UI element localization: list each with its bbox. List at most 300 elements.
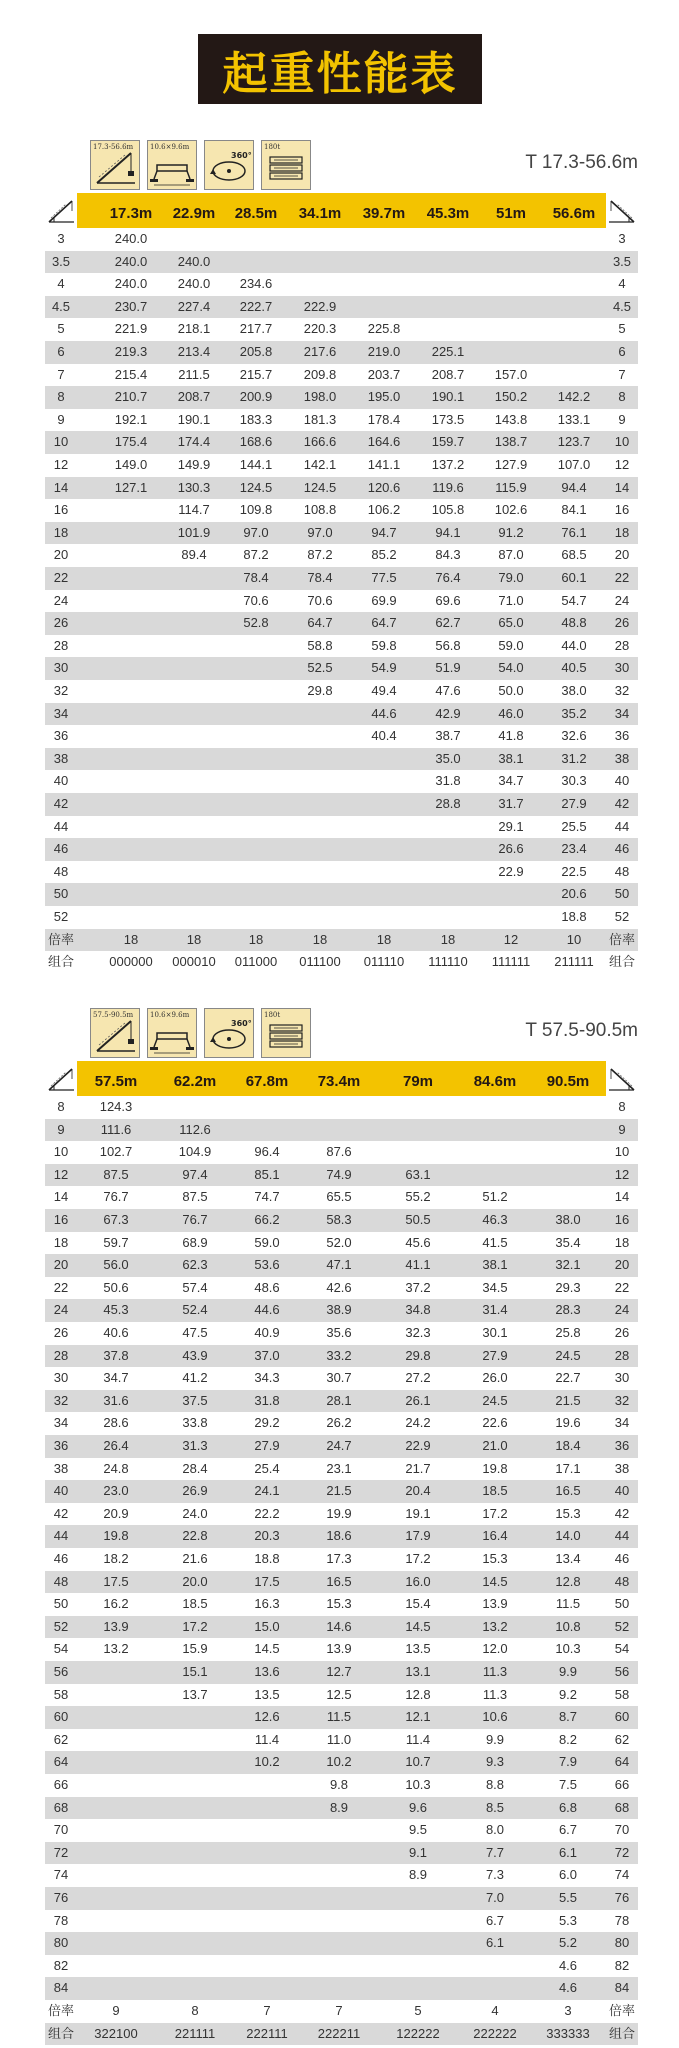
capacity-cell — [288, 770, 352, 793]
capacity-cell: 91.2 — [498, 524, 524, 540]
capacity-cell: 23.1 — [326, 1460, 352, 1476]
radius-label-left: 84 — [53, 1980, 69, 1996]
capacity-cell: 219.3 — [114, 344, 148, 359]
table-row — [45, 680, 638, 703]
capacity-cell — [352, 906, 416, 929]
capacity-cell: 31.4 — [482, 1302, 508, 1318]
radius-label-left: 8 — [57, 389, 65, 405]
capacity-cell — [416, 906, 480, 929]
capacity-cell — [84, 1684, 148, 1707]
capacity-cell — [416, 838, 480, 861]
capacity-cell: 27.9 — [254, 1438, 280, 1453]
capacity-cell — [307, 1932, 371, 1955]
radius-label-left: 42 — [53, 796, 69, 811]
capacity-cell: 115.9 — [495, 479, 527, 495]
radius-label-left: 48 — [53, 1573, 69, 1589]
capacity-cell — [224, 793, 288, 816]
table-row — [45, 522, 638, 545]
capacity-cell — [99, 748, 163, 771]
capacity-cell: 35.4 — [555, 1234, 581, 1250]
capacity-cell: 15.3 — [326, 1596, 352, 1612]
capacity-cell — [84, 1842, 148, 1865]
page-title-box — [198, 34, 482, 104]
capacity-cell: 222211 — [317, 2025, 361, 2041]
capacity-cell: 141.1 — [367, 457, 401, 472]
boom-radius-icon-shape — [611, 201, 634, 222]
capacity-cell: 65.0 — [498, 615, 524, 631]
capacity-cell: 210.7 — [114, 389, 148, 405]
radius-label-right: 倍率 — [608, 931, 635, 947]
capacity-cell: 14.6 — [326, 1618, 352, 1634]
column-header-boom-length: 62.2m — [173, 1073, 217, 1090]
radius-label-left: 38 — [53, 750, 69, 766]
capacity-cell — [84, 1887, 148, 1910]
radius-label-left: 38 — [53, 1460, 69, 1476]
table-header-row — [45, 1061, 638, 1096]
radius-label-left: 3 — [57, 231, 65, 246]
capacity-cell — [99, 635, 163, 658]
capacity-cell — [416, 296, 480, 319]
capacity-cell — [84, 1751, 148, 1774]
capacity-cell: 87.6 — [326, 1144, 352, 1160]
capacity-cell — [386, 1141, 450, 1164]
outrigger-span-icon-shape — [154, 1039, 157, 1047]
capacity-cell — [162, 861, 226, 884]
capacity-cell — [542, 318, 606, 341]
capacity-cell: 40.9 — [254, 1325, 280, 1340]
capacity-cell: 8.8 — [485, 1777, 505, 1792]
capacity-cell: 19.9 — [326, 1505, 352, 1521]
capacity-cell: 14.5 — [405, 1618, 431, 1634]
radius-label-left: 倍率 — [47, 2003, 74, 2018]
capacity-cell: 222111 — [246, 2025, 288, 2041]
capacity-cell: 7.0 — [485, 1890, 505, 1905]
capacity-cell: 35.2 — [561, 705, 587, 721]
boom-radius-icon-shape — [607, 1065, 637, 1093]
radius-label-right: 26 — [614, 1325, 630, 1340]
capacity-cell — [235, 1887, 299, 1910]
capacity-cell — [307, 1119, 371, 1142]
capacity-cell: 38.1 — [498, 750, 524, 766]
radius-label-right: 36 — [614, 728, 630, 744]
capacity-cell: 28.8 — [435, 796, 461, 811]
capacity-cell — [99, 816, 163, 839]
capacity-cell: 133.1 — [557, 411, 591, 427]
table-row — [45, 341, 638, 364]
radius-label-left: 18 — [53, 524, 69, 540]
capacity-cell: 28.3 — [555, 1302, 581, 1318]
capacity-cell: 15.3 — [482, 1551, 508, 1566]
capacity-cell: 10.3 — [405, 1777, 431, 1792]
slewing-360-icon-shape: 360° — [231, 151, 252, 160]
radius-label-left: 52 — [53, 909, 69, 924]
capacity-cell: 137.2 — [431, 457, 465, 472]
radius-label-right: 52 — [614, 1618, 630, 1634]
boom-length-icon-shape — [97, 1021, 131, 1051]
radius-label-right: 46 — [614, 1551, 630, 1566]
capacity-cell: 64.7 — [371, 615, 397, 631]
radius-label-left: 8 — [57, 1099, 65, 1114]
capacity-cell: 12.1 — [405, 1709, 431, 1725]
capacity-cell: 6.1 — [485, 1935, 505, 1951]
capacity-cell — [463, 1164, 527, 1187]
capacity-cell: 6.8 — [558, 1799, 578, 1815]
capacity-cell: 127.9 — [494, 457, 528, 472]
capacity-cell: 26.1 — [405, 1392, 431, 1408]
capacity-cell — [235, 1910, 299, 1933]
slewing-360-icon-shape — [227, 1037, 231, 1041]
capacity-cell: 17.2 — [182, 1618, 208, 1634]
radius-label-right: 32 — [614, 683, 630, 698]
capacity-cell: 14.0 — [555, 1528, 581, 1544]
column-header-boom-length: 84.6m — [473, 1073, 517, 1090]
capacity-cell — [536, 1186, 600, 1209]
radius-label-right: 8 — [618, 1099, 626, 1114]
capacity-cell: 111111 — [491, 954, 531, 970]
capacity-cell: 58.8 — [307, 637, 333, 653]
capacity-cell: 17.2 — [482, 1505, 508, 1521]
boom-length-caption: 57.5-90.5m — [93, 1011, 134, 1019]
capacity-cell: 102.6 — [494, 502, 528, 518]
outrigger-span-icon-shape — [157, 165, 187, 171]
capacity-cell — [163, 1819, 227, 1842]
capacity-cell: 7 — [263, 2003, 271, 2018]
radius-label-right: 18 — [614, 524, 630, 540]
boom-combination-row — [45, 951, 638, 974]
radius-label-right: 7 — [618, 366, 626, 382]
capacity-cell: 63.1 — [405, 1166, 431, 1182]
table-row — [45, 1593, 638, 1616]
counterweight-icon — [261, 140, 311, 190]
radius-label-right: 14 — [614, 479, 630, 495]
capacity-cell: 195.0 — [367, 389, 401, 405]
capacity-cell — [416, 883, 480, 906]
capacity-cell: 144.1 — [239, 457, 273, 472]
radius-label-right: 16 — [614, 1212, 630, 1227]
capacity-cell — [235, 1977, 299, 2000]
radius-label-left: 72 — [53, 1844, 69, 1860]
capacity-cell: 219.0 — [367, 344, 401, 359]
radius-label-left: 10 — [53, 434, 69, 450]
capacity-cell — [84, 1910, 148, 1933]
capacity-cell: 234.6 — [239, 276, 273, 292]
capacity-cell — [162, 748, 226, 771]
capacity-cell: 168.6 — [239, 434, 273, 450]
radius-label-right: 42 — [614, 1505, 630, 1521]
capacity-cell — [235, 1119, 299, 1142]
capacity-cell — [416, 273, 480, 296]
column-header-boom-length: 67.8m — [245, 1073, 289, 1090]
capacity-cell: 11.4 — [405, 1731, 431, 1747]
capacity-cell: 17.5 — [103, 1573, 129, 1589]
capacity-cell: 221111 — [174, 2025, 216, 2041]
capacity-cell: 56.0 — [103, 1257, 129, 1273]
radius-label-right: 3.5 — [612, 253, 632, 269]
capacity-cell: 7 — [335, 2003, 343, 2018]
table-row — [45, 612, 638, 635]
capacity-cell — [386, 1887, 450, 1910]
capacity-cell — [479, 251, 543, 274]
capacity-cell: 89.4 — [181, 547, 207, 563]
capacity-cell — [235, 1955, 299, 1978]
radius-label-right: 6 — [618, 344, 626, 359]
capacity-cell: 52.4 — [182, 1302, 208, 1318]
radius-label-left: 组合 — [47, 2025, 74, 2041]
capacity-cell: 59.8 — [371, 637, 397, 653]
capacity-cell: 29.1 — [498, 818, 524, 834]
capacity-cell: 56.8 — [435, 637, 461, 653]
capacity-cell: 111110 — [428, 954, 468, 970]
capacity-cell: 17.1 — [555, 1460, 581, 1476]
capacity-cell: 109.8 — [239, 502, 273, 518]
table-row — [45, 1164, 638, 1187]
capacity-cell: 34.7 — [103, 1370, 129, 1386]
radius-label-right: 4 — [618, 276, 626, 292]
capacity-cell: 8.7 — [558, 1709, 578, 1725]
capacity-cell — [463, 1141, 527, 1164]
radius-label-left: 16 — [53, 502, 69, 518]
capacity-cell — [99, 793, 163, 816]
capacity-cell: 15.9 — [182, 1641, 208, 1657]
radius-label-left: 32 — [53, 683, 69, 698]
capacity-cell: 37.2 — [405, 1279, 431, 1295]
capacity-cell: 62.7 — [435, 615, 461, 631]
radius-label-left: 组合 — [47, 954, 74, 970]
capacity-cell — [307, 1910, 371, 1933]
capacity-cell: 208.7 — [431, 366, 465, 382]
table-row — [45, 499, 638, 522]
table-row — [45, 1209, 638, 1232]
capacity-cell: 44.6 — [371, 705, 397, 721]
table-row — [45, 883, 638, 906]
capacity-cell — [536, 1141, 600, 1164]
capacity-cell: 6.7 — [485, 1912, 505, 1928]
capacity-cell: 52.0 — [326, 1234, 352, 1250]
table-row — [45, 838, 638, 861]
capacity-cell — [479, 273, 543, 296]
outrigger-span-icon-shape — [186, 179, 194, 182]
capacity-cell: 42.9 — [435, 705, 461, 721]
radius-label-right: 组合 — [608, 954, 635, 970]
outrigger-span-icon-shape — [154, 171, 157, 179]
capacity-cell: 24.7 — [326, 1438, 352, 1453]
radius-label-left: 30 — [53, 660, 69, 676]
capacity-cell: 26.9 — [182, 1483, 208, 1499]
radius-label-left: 78 — [53, 1912, 69, 1928]
capacity-cell: 32.1 — [555, 1257, 581, 1273]
capacity-cell — [288, 838, 352, 861]
capacity-cell: 67.3 — [103, 1212, 129, 1227]
boom-length-icon — [90, 140, 140, 190]
column-header-boom-length: 79m — [402, 1073, 434, 1090]
capacity-cell — [288, 861, 352, 884]
capacity-cell: 7.5 — [558, 1777, 578, 1792]
capacity-cell: 222.7 — [239, 298, 273, 314]
capacity-cell: 21.5 — [555, 1392, 581, 1408]
table-row — [45, 906, 638, 929]
capacity-cell — [99, 703, 163, 726]
capacity-cell — [163, 1864, 227, 1887]
capacity-cell — [224, 861, 288, 884]
radius-label-left: 14 — [53, 479, 69, 495]
capacity-cell: 240.0 — [177, 276, 211, 292]
capacity-cell — [386, 1932, 450, 1955]
capacity-cell: 5 — [414, 2003, 422, 2018]
capacity-cell: 18.2 — [103, 1551, 129, 1566]
capacity-cell: 215.4 — [114, 366, 148, 382]
radius-label-right: 22 — [614, 1279, 630, 1295]
table-row — [45, 1684, 638, 1707]
capacity-cell — [288, 703, 352, 726]
capacity-cell — [386, 1119, 450, 1142]
table-row — [45, 1345, 638, 1368]
capacity-cell: 225.1 — [431, 344, 465, 359]
slewing-360-icon-shape — [205, 141, 253, 189]
capacity-cell: 47.6 — [435, 683, 461, 698]
capacity-cell: 78.4 — [243, 570, 269, 585]
capacity-cell: 25.4 — [254, 1460, 280, 1476]
capacity-cell: 181.3 — [303, 411, 337, 427]
capacity-cell: 84.1 — [561, 502, 587, 518]
table-row — [45, 590, 638, 613]
radius-label-right: 50 — [614, 886, 630, 902]
capacity-cell: 10.2 — [326, 1754, 352, 1770]
radius-label-left: 76 — [53, 1890, 69, 1905]
capacity-cell — [84, 1706, 148, 1729]
capacity-cell: 19.1 — [405, 1505, 431, 1521]
capacity-cell — [416, 861, 480, 884]
capacity-cell: 190.1 — [177, 411, 211, 427]
capacity-cell — [288, 228, 352, 251]
capacity-cell: 13.5 — [254, 1686, 280, 1702]
radius-label-left: 30 — [53, 1370, 69, 1386]
capacity-cell: 59.7 — [103, 1234, 129, 1250]
capacity-cell: 6.7 — [558, 1822, 578, 1838]
table-row — [45, 1412, 638, 1435]
boom-length-caption: 17.3-56.6m — [93, 143, 134, 151]
table-row — [45, 1661, 638, 1684]
table-row — [45, 1277, 638, 1300]
radius-label-left: 倍率 — [47, 931, 74, 947]
capacity-cell: 9.8 — [329, 1777, 349, 1792]
capacity-cell: 22.2 — [254, 1505, 280, 1521]
capacity-cell: 41.5 — [482, 1234, 508, 1250]
capacity-cell — [162, 680, 226, 703]
capacity-cell: 27.9 — [561, 796, 587, 811]
capacity-cell — [224, 725, 288, 748]
outrigger-span-caption: 10.6×9.6m — [150, 143, 190, 151]
radius-label-right: 4.5 — [612, 298, 632, 314]
table-row — [45, 477, 638, 500]
capacity-cell: 44.6 — [254, 1302, 280, 1318]
table-row — [45, 1525, 638, 1548]
capacity-cell: 70.6 — [243, 592, 269, 608]
capacity-cell — [163, 1977, 227, 2000]
capacity-cell: 34.7 — [498, 773, 524, 789]
capacity-cell: 18 — [186, 931, 202, 947]
boom-length-icon — [90, 1008, 140, 1058]
radius-label-right: 12 — [614, 1166, 630, 1182]
capacity-cell: 20.0 — [182, 1573, 208, 1589]
radius-label-left: 32 — [53, 1392, 69, 1408]
boom-radius-icon-left — [46, 197, 76, 225]
radius-label-left: 64 — [53, 1754, 69, 1770]
radius-label-left: 62 — [53, 1731, 69, 1747]
capacity-cell: 17.3 — [326, 1551, 352, 1566]
table-row — [45, 409, 638, 432]
capacity-cell: 66.2 — [254, 1212, 280, 1227]
boom-radius-icon-shape — [51, 1072, 66, 1086]
capacity-cell — [162, 816, 226, 839]
capacity-cell: 59.0 — [498, 637, 524, 653]
radius-label-right: 82 — [614, 1957, 630, 1973]
capacity-cell: 31.2 — [561, 750, 587, 766]
capacity-cell: 41.2 — [182, 1370, 208, 1386]
capacity-cell: 22.6 — [482, 1415, 508, 1431]
column-header-boom-length: 34.1m — [298, 205, 342, 222]
capacity-cell: 122222 — [396, 2025, 440, 2041]
capacity-cell: 68.5 — [561, 547, 587, 563]
capacity-cell: 12.8 — [555, 1573, 581, 1589]
table-row — [45, 1616, 638, 1639]
radius-label-left: 70 — [53, 1822, 69, 1838]
capacity-cell — [542, 364, 606, 387]
capacity-cell: 10.7 — [405, 1754, 431, 1770]
capacity-cell: 225.8 — [367, 321, 401, 337]
capacity-cell — [463, 1977, 527, 2000]
radius-label-left: 80 — [53, 1935, 69, 1951]
radius-label-right: 80 — [614, 1935, 630, 1951]
capacity-cell: 87.5 — [182, 1189, 208, 1205]
capacity-cell — [84, 1797, 148, 1820]
capacity-cell — [463, 1955, 527, 1978]
radius-label-left: 4.5 — [51, 298, 71, 314]
boom-radius-icon-shape — [49, 201, 72, 222]
capacity-cell: 178.4 — [367, 411, 401, 427]
capacity-cell: 6.0 — [558, 1867, 578, 1883]
capacity-cell: 24.8 — [103, 1460, 129, 1476]
capacity-cell — [479, 341, 543, 364]
capacity-cell: 46.0 — [498, 705, 524, 721]
capacity-cell — [99, 612, 163, 635]
capacity-cell — [162, 906, 226, 929]
capacity-cell: 138.7 — [494, 434, 528, 450]
capacity-cell: 31.8 — [254, 1392, 280, 1408]
capacity-cell: 192.1 — [114, 411, 148, 427]
table-row — [45, 386, 638, 409]
capacity-cell — [163, 1774, 227, 1797]
capacity-cell — [163, 1797, 227, 1820]
radius-label-right: 46 — [614, 841, 630, 857]
table-row — [45, 1503, 638, 1526]
capacity-cell — [542, 341, 606, 364]
capacity-cell: 25.5 — [561, 818, 587, 834]
radius-label-right: 20 — [614, 547, 630, 563]
capacity-cell — [542, 228, 606, 251]
slewing-360-icon-shape — [205, 1009, 253, 1057]
capacity-cell: 38.0 — [561, 683, 587, 698]
capacity-cell: 222.9 — [303, 298, 337, 314]
boom-length-icon-shape — [97, 153, 131, 183]
capacity-cell — [162, 703, 226, 726]
radius-label-left: 36 — [53, 728, 69, 744]
capacity-cell — [224, 770, 288, 793]
capacity-cell: 76.7 — [103, 1189, 129, 1205]
capacity-cell: 217.6 — [303, 344, 337, 359]
capacity-cell: 211111 — [554, 954, 594, 970]
table-row — [45, 454, 638, 477]
capacity-cell: 48.8 — [561, 615, 587, 631]
